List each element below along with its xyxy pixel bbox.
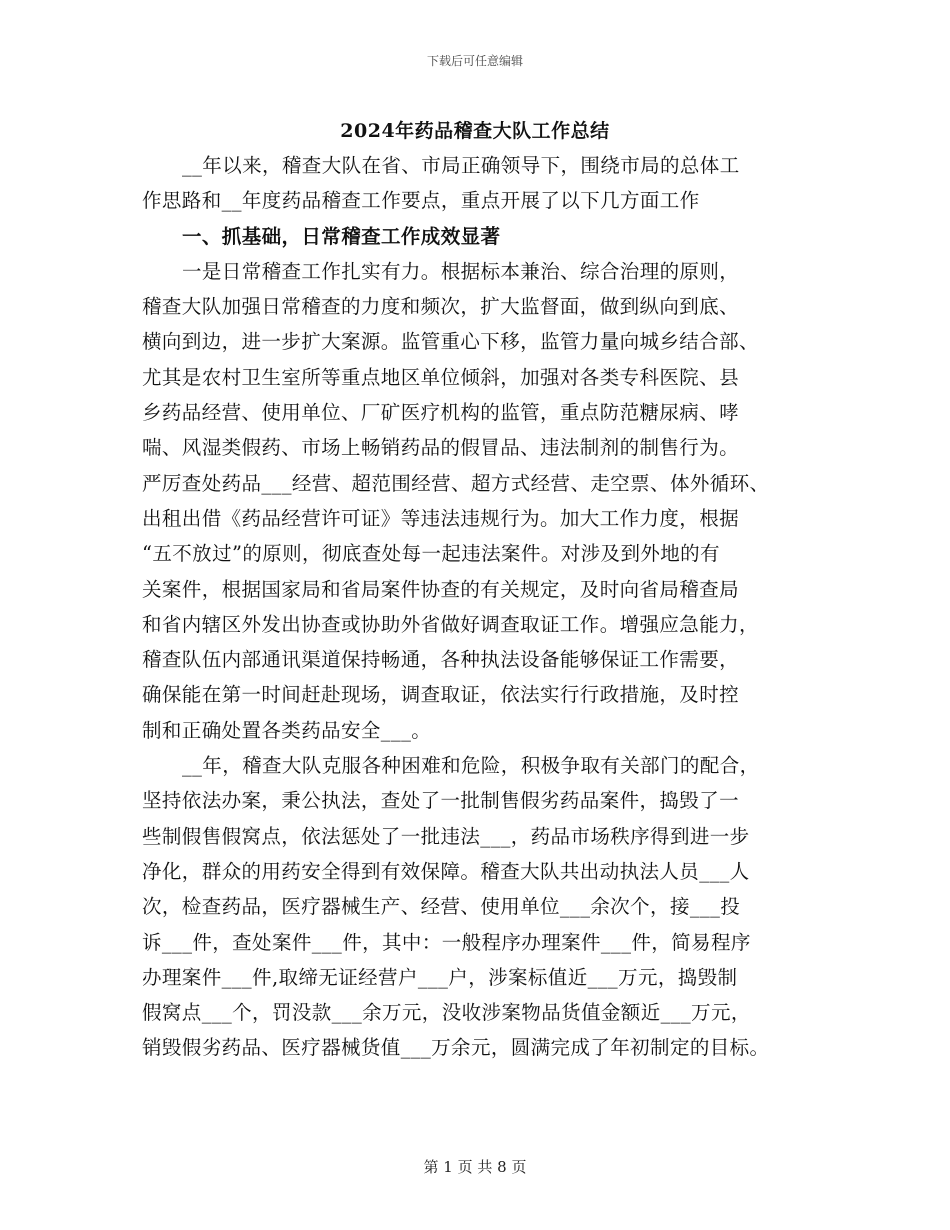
- text-line: 办理案件___件,取缔无证经营户___户，涉案标值近___万元，捣毁制: [142, 965, 738, 989]
- text-line: 制和正确处置各类药品安全___。: [142, 718, 432, 742]
- section-heading: 一、抓基础，日常稽查工作成效显著: [182, 224, 501, 248]
- text-line: 严厉查处药品___经营、超范围经营、超方式经营、走空票、体外循环、: [142, 471, 770, 495]
- text-line: 销毁假劣药品、医疗器械货值___万余元，圆满完成了年初制定的目标。: [142, 1036, 770, 1060]
- text-line: 净化，群众的用药安全得到有效保障。稽查大队共出动执法人员___人: [142, 859, 750, 883]
- text-line: 稽查大队加强日常稽查的力度和频次，扩大监督面，做到纵向到底、: [142, 295, 740, 319]
- text-line: 些制假售假窝点，依法惩处了一批违法___，药品市场秩序得到进一步: [142, 824, 750, 848]
- page-header-note: 下载后可任意编辑: [426, 54, 523, 68]
- text-line: 喘、风湿类假药、市场上畅销药品的假冒品、违法制剂的制售行为。: [142, 436, 740, 460]
- text-line: 作思路和__年度药品稽查工作要点，重点开展了以下几方面工作: [142, 189, 700, 213]
- text-line: 诉___件，查处案件___件，其中：一般程序办理案件___件，简易程序: [142, 930, 751, 954]
- document-body: [142, 148, 814, 1066]
- text-line: 坚持依法办案，秉公执法，查处了一批制售假劣药品案件，捣毁了一: [142, 789, 740, 813]
- text-line: 次，检查药品，医疗器械生产、经营、使用单位___余次个，接___投: [142, 895, 741, 919]
- text-line: 稽查队伍内部通讯渠道保持畅通，各种执法设备能够保证工作需要，: [142, 648, 740, 672]
- text-line: 关案件，根据国家局和省局案件协查的有关规定，及时向省局稽查局: [142, 577, 740, 601]
- text-line: 和省内辖区外发出协查或协助外省做好调查取证工作。增强应急能力，: [142, 612, 759, 636]
- text-line: 确保能在第一时间赶赴现场，调查取证，依法实行行政措施，及时控: [142, 683, 740, 707]
- text-line: “五不放过”的原则，彻底查处每一起违法案件。对涉及到外地的有: [142, 542, 720, 566]
- document-title: 2024年药品稽查大队工作总结: [340, 120, 610, 142]
- text-line: 假窝点___个，罚没款___余万元，没收涉案物品货值金额近___万元，: [142, 1001, 751, 1025]
- text-line: __年，稽查大队克服各种困难和危险，积极争取有关部门的配合，: [182, 754, 760, 778]
- text-line: 尤其是农村卫生室所等重点地区单位倾斜，加强对各类专科医院、县: [142, 365, 740, 389]
- text-line: 出租出借《药品经营许可证》等违法违规行为。加大工作力度，根据: [142, 506, 740, 530]
- text-line: 乡药品经营、使用单位、厂矿医疗机构的监管，重点防范糖尿病、哮: [142, 401, 740, 425]
- page-number-footer: 第 1 页 共 8 页: [423, 1158, 527, 1176]
- text-line: 横向到边，进一步扩大案源。监管重心下移，监管力量向城乡结合部、: [142, 330, 759, 354]
- text-line: __年以来，稽查大队在省、市局正确领导下，围绕市局的总体工: [182, 154, 740, 177]
- text-line: 一是日常稽查工作扎实有力。根据标本兼治、综合治理的原则，: [182, 259, 740, 283]
